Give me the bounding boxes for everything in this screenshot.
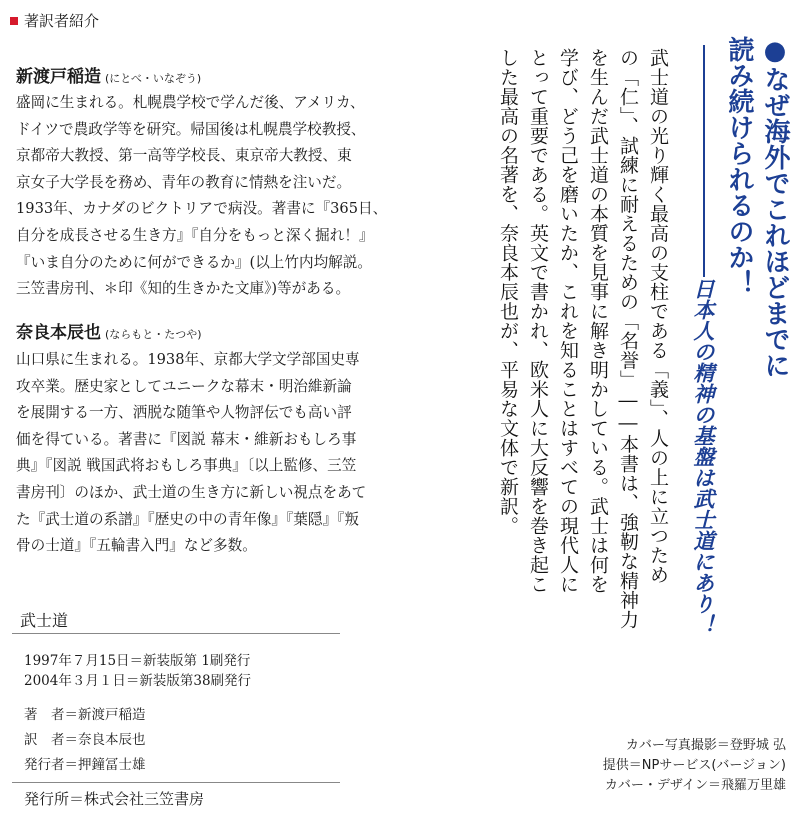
translator-bio-line: 攻卒業。歴史家としてユニークな幕末・明治維新論 bbox=[16, 377, 352, 395]
photo-credit: カバー写真撮影＝登野城 弘 bbox=[625, 738, 786, 753]
body-column: 武士道の光り輝く最高の支柱である「義」、人の上に立つため bbox=[647, 48, 669, 585]
red-square-marker-icon bbox=[10, 17, 18, 25]
translator-bio-line: 価を得ている。著書に『図説 幕末・維新おもしろ事 bbox=[16, 430, 357, 448]
author-bio-line: 三笠書房刊、＊印《知的生きかた文庫》)等がある。 bbox=[16, 280, 351, 298]
body-column: の「仁」、試練に耐えるための「名誉」――本書は、強靭な精神力 bbox=[617, 48, 639, 630]
edition-line: 1997年７月15日＝新装版第 1刷発行 bbox=[24, 653, 251, 669]
colophon-editions bbox=[24, 651, 251, 691]
edition-line: 2004年３月１日＝新装版第38刷発行 bbox=[24, 673, 252, 689]
author-reading: (にとべ・いなぞう) bbox=[105, 72, 202, 85]
author-bio-line: 『いま自分のために何ができるか』(以上竹内均解説。 bbox=[16, 253, 372, 271]
cover-credits bbox=[603, 736, 786, 796]
translator-bio-line: 書房刊〕のほか、武士道の生き方に新しい視点をあて bbox=[16, 483, 367, 501]
colophon-rule bbox=[12, 633, 340, 634]
publisher-line: 発行所＝株式会社三笠書房 bbox=[24, 790, 205, 808]
section-label: 著訳者紹介 bbox=[24, 12, 100, 30]
colophon-people bbox=[24, 703, 146, 778]
author-name: 新渡戸稲造 bbox=[16, 67, 101, 87]
provider-credit: 提供＝NPサービス(バージョン) bbox=[602, 758, 786, 773]
colophon-rule bbox=[12, 782, 340, 783]
colophon-title: 武士道 bbox=[20, 611, 69, 630]
author-bio-line: 京都帝大教授、第一高等学校長、東京帝大教授、東 bbox=[16, 147, 352, 165]
design-credit: カバー・デザイン＝飛羅万里雄 bbox=[604, 778, 786, 793]
author-bio bbox=[16, 90, 387, 303]
bullet-circle-icon: ● bbox=[760, 36, 790, 66]
subtitle: 日本人の精神の基盤は武士道にあり！ bbox=[691, 278, 715, 635]
translator-bio bbox=[16, 347, 366, 560]
translator-name-block bbox=[16, 318, 202, 343]
author-bio-line: 1933年、カナダのビクトリアで病没。著書に『365日、 bbox=[16, 200, 388, 218]
author-credit: 著 者＝新渡戸稲造 bbox=[24, 707, 146, 723]
headline-text-1: なぜ海外でこれほどまでに bbox=[760, 66, 790, 378]
author-bio-line: 盛岡に生まれる。札幌農学校で学んだ後、アメリカ、 bbox=[16, 94, 365, 111]
translator-credit: 訳 者＝奈良本辰也 bbox=[24, 732, 146, 748]
translator-name: 奈良本辰也 bbox=[16, 323, 101, 343]
publisher-person-credit: 発行者＝押鐘冨士雄 bbox=[24, 757, 146, 773]
translator-bio-line: 骨の士道』『五輪書入門』など多数。 bbox=[16, 537, 257, 555]
headline-rule bbox=[703, 45, 705, 277]
headline-col-2: 読み続けられるのか！ bbox=[724, 36, 754, 296]
headline-col-1 bbox=[758, 36, 794, 378]
translator-bio-line: 典』『図説 戦国武将おもしろ事典』〔以上監修、三笠 bbox=[16, 457, 357, 475]
translator-bio-line: 山口県に生まれる。1938年、京都大学文学部国史専 bbox=[16, 351, 360, 368]
body-column: した最高の名著を、奈良本辰也が、平易な文体で新訳。 bbox=[497, 48, 519, 536]
author-bio-line: 京女子大学長を務め、青年の教育に情熱を注いだ。 bbox=[16, 173, 352, 191]
body-column: を生んだ武士道の本質を見事に解き明かしている。武士は何を bbox=[587, 48, 609, 594]
body-column: とって重要である。英文で書かれ、欧米人に大反響を巻き起こ bbox=[527, 48, 549, 594]
translator-reading: (ならもと・たつや) bbox=[105, 328, 202, 341]
body-column: 学び、どう己を磨いたか、これを知ることはすべての現代人に bbox=[557, 48, 579, 594]
author-bio-line: 自分を成長させる生き方』『自分をもっと深く掘れ！』 bbox=[16, 226, 374, 244]
author-name-block bbox=[16, 62, 201, 87]
translator-bio-line: を展開する一方、洒脱な随筆や人物評伝でも高い評 bbox=[16, 404, 352, 422]
translator-bio-line: た『武士道の系譜』『歴史の中の青年像』『葉隠』『叛 bbox=[16, 510, 359, 528]
author-bio-line: ドイツで農政学等を研究。帰国後は札幌農学校教授、 bbox=[16, 120, 366, 138]
